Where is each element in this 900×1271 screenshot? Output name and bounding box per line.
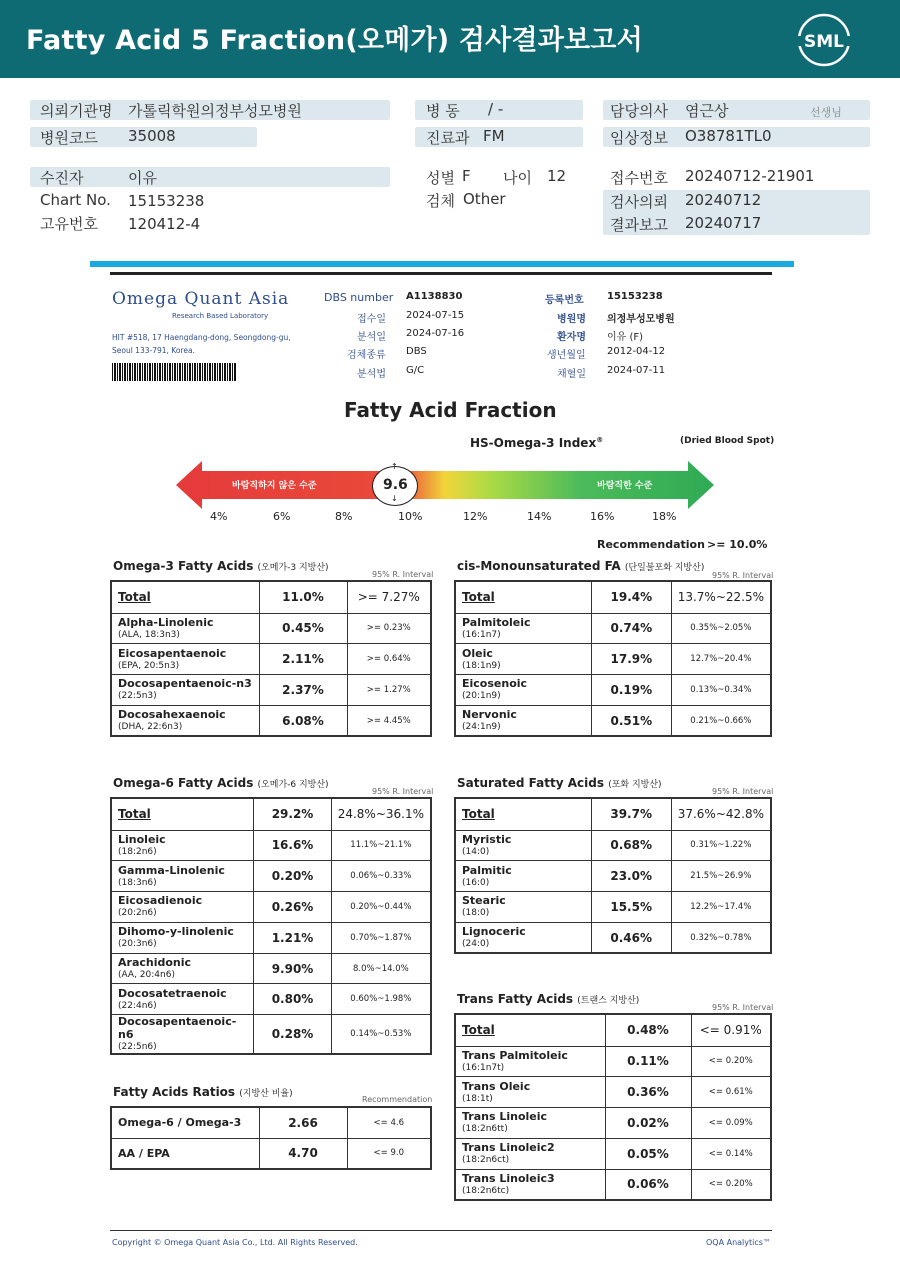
mufa-ri-label: 95% R. Interval [712, 571, 774, 580]
fa-name-cell [111, 1107, 259, 1138]
dbs-label: DBS number [324, 291, 394, 304]
fa-sub: (16:0) [462, 877, 490, 888]
reg-no-value: 15153238 [607, 291, 663, 302]
fa-range: >= 0.64% [347, 644, 431, 675]
fa-value: 39.7% [591, 798, 671, 830]
fa-value: 0.26% [254, 892, 331, 923]
chart-no-label: Chart No. [40, 191, 111, 209]
omega6-heading: Omega-6 Fatty Acids (오메가-6 지방산) [113, 776, 329, 790]
index-subtitle: HS-Omega-3 Index® [470, 436, 604, 450]
fa-sub: (20:3n6) [118, 939, 157, 950]
lab-receipt-value: 2024-07-15 [406, 310, 465, 321]
clinical-info-label: 임상정보 [610, 129, 668, 147]
hospital-name-label: 병원명 [557, 314, 586, 325]
gauge-tick-label: 18% [652, 510, 677, 523]
patient-name-label: 환자명 [557, 332, 586, 343]
sex-label: 성별 [426, 169, 455, 187]
fa-value: 0.48% [605, 1014, 691, 1046]
sex-value: F [462, 167, 471, 185]
report-title: Fatty Acid 5 Fraction(오메가) 검사결과보고서 [26, 25, 643, 56]
fa-name-cell [111, 861, 254, 892]
fa-name-cell [111, 705, 259, 736]
fa-name: Linoleic [118, 832, 166, 846]
fa-range: <= 0.20% [691, 1046, 771, 1077]
fa-range: <= 9.0 [347, 1138, 431, 1169]
fa-value: 4.70 [259, 1138, 347, 1169]
trans-heading: Trans Fatty Acids (트랜스 지방산) [457, 992, 640, 1006]
fa-range: 0.31%~1.22% [671, 830, 771, 861]
table-row [455, 830, 771, 861]
fa-name-cell [111, 892, 254, 923]
fa-sub: (24:1n9) [462, 722, 501, 733]
gauge-tick-label: 4% [210, 510, 228, 523]
fa-range: 0.32%~0.78% [671, 922, 771, 953]
fa-name-cell [455, 1169, 605, 1200]
omega3-ri-label: 95% R. Interval [372, 570, 434, 579]
footer-brand: OQA Analytics™ [706, 1238, 771, 1247]
dob-label: 생년월일 [547, 350, 586, 361]
receipt-no-value: 20240712-21901 [685, 167, 815, 185]
patient-value: 이유 [128, 169, 157, 187]
fa-range: <= 0.09% [691, 1108, 771, 1139]
reg-no-label: 등록번호 [545, 295, 584, 306]
total-label: Total [462, 590, 495, 605]
lab-tagline: Research Based Laboratory [172, 312, 269, 320]
fa-name: Palmitoleic [462, 615, 531, 629]
fa-name-cell [111, 922, 254, 953]
fa-range: 0.14%~0.53% [331, 1015, 431, 1055]
fa-sub: (18:1n9) [462, 660, 501, 671]
table-row [455, 613, 771, 644]
ward-value: / - [488, 100, 504, 118]
request-date-label: 검사의뢰 [610, 193, 668, 211]
fa-value: 0.11% [605, 1046, 691, 1077]
table-row [455, 1077, 771, 1108]
method-label: 분석법 [357, 369, 386, 380]
fa-name: Eicosenoic [462, 677, 528, 691]
gauge-tick-label: 8% [335, 510, 353, 523]
total-row [111, 798, 431, 830]
marker-up-icon: ↑ [391, 462, 398, 471]
fa-sub: (14:0) [462, 846, 490, 857]
recommendation-label: Recommendation [597, 538, 705, 551]
fa-name-cell [455, 830, 591, 861]
fa-range: 21.5%~26.9% [671, 861, 771, 892]
fa-name: AA / EPA [118, 1146, 170, 1160]
fa-sub: (22:5n3) [118, 691, 157, 702]
fa-name: Omega-6 / Omega-3 [118, 1116, 242, 1130]
fa-name-cell [111, 953, 254, 984]
fa-value: 0.02% [605, 1108, 691, 1139]
fa-name-cell [455, 892, 591, 923]
fa-name: Oleic [462, 646, 493, 660]
lab-receipt-label: 접수일 [357, 314, 386, 325]
fa-name: Nervonic [462, 708, 517, 722]
fa-value: 0.19% [591, 675, 671, 706]
patient-row [30, 167, 390, 187]
table-row [455, 1169, 771, 1200]
gauge-tick-label: 10% [398, 510, 423, 523]
fa-sub: (20:1n9) [462, 691, 501, 702]
fa-name-cell [111, 984, 254, 1015]
fa-range: <= 0.20% [691, 1169, 771, 1200]
table-row [455, 705, 771, 736]
trans-table [454, 1013, 772, 1201]
fa-name-cell [111, 581, 259, 613]
table-row [111, 1107, 431, 1138]
mufa-table [454, 580, 772, 737]
lab-address-2: Seoul 133-791, Korea. [112, 346, 195, 355]
fa-value: 17.9% [591, 644, 671, 675]
total-label: Total [462, 1023, 495, 1038]
fa-name: Palmitic [462, 863, 512, 877]
method-value: G/C [406, 365, 425, 376]
fa-sub: (18:1t) [462, 1093, 493, 1104]
table-row [455, 922, 771, 953]
fa-value: 0.06% [605, 1169, 691, 1200]
institution-value: 가톨릭학원의정부성모병원 [128, 102, 302, 120]
sfa-ri-label: 95% R. Interval [712, 787, 774, 796]
fa-value: 16.6% [254, 830, 331, 861]
mufa-heading: cis-Monounsaturated FA (단일불포화 지방산) [457, 559, 705, 573]
analysis-date-label: 분석일 [357, 332, 386, 343]
sfa-table [454, 797, 772, 954]
fa-value: 0.51% [591, 705, 671, 736]
fa-name-cell [455, 1077, 605, 1108]
report-date-label: 결과보고 [610, 216, 668, 234]
fa-sub: (24:0) [462, 939, 490, 950]
fa-sub: (AA, 20:4n6) [118, 970, 175, 981]
doctor-suffix: 선생님 [810, 106, 842, 119]
sfa-heading: Saturated Fatty Acids (포화 지방산) [457, 776, 662, 790]
hospital-name-value: 의정부성모병원 [607, 314, 675, 325]
omega6-table [110, 797, 432, 1055]
fa-range: <= 0.61% [691, 1077, 771, 1108]
fa-name: Trans Oleic [462, 1079, 531, 1093]
patient-label: 수진자 [40, 169, 84, 187]
fa-value: 29.2% [254, 798, 331, 830]
fa-range: 0.20%~0.44% [331, 892, 431, 923]
fa-range: 12.7%~20.4% [671, 644, 771, 675]
fa-name-cell [455, 675, 591, 706]
fa-range: >= 7.27% [347, 581, 431, 613]
fa-name-cell [111, 644, 259, 675]
fraction-title: Fatty Acid Fraction [344, 398, 557, 422]
unique-no-label: 고유번호 [40, 215, 98, 233]
fa-value: 0.74% [591, 613, 671, 644]
table-row [111, 613, 431, 644]
fa-value: 2.37% [259, 675, 347, 706]
total-row [455, 1014, 771, 1046]
fa-range: <= 0.14% [691, 1138, 771, 1169]
fa-value: 0.05% [605, 1138, 691, 1169]
table-row [111, 1015, 431, 1055]
table-row [455, 1108, 771, 1139]
fa-name-cell [111, 613, 259, 644]
fa-sub: (18:0) [462, 908, 490, 919]
fa-value: 1.21% [254, 922, 331, 953]
omega6-ri-label: 95% R. Interval [372, 787, 434, 796]
institution-label: 의뢰기관명 [40, 102, 113, 120]
fa-value: 9.90% [254, 953, 331, 984]
fa-sub: (16:1n7) [462, 629, 501, 640]
fa-value: 6.08% [259, 705, 347, 736]
dept-value: FM [483, 127, 505, 145]
gauge-tick-label: 6% [273, 510, 291, 523]
recommendation-value: >= 10.0% [707, 538, 768, 551]
footer-rule [110, 1230, 772, 1231]
table-row [455, 861, 771, 892]
fa-sub: (DHA, 22:6n3) [118, 722, 183, 733]
table-row [455, 892, 771, 923]
omega3-heading: Omega-3 Fatty Acids (오메가-3 지방산) [113, 559, 329, 573]
fa-sub: (ALA, 18:3n3) [118, 629, 180, 640]
fa-range: 24.8%~36.1% [331, 798, 431, 830]
fa-name-cell [455, 922, 591, 953]
fa-range: 13.7%~22.5% [671, 581, 771, 613]
hospital-code-value: 35008 [128, 127, 176, 145]
fa-name-cell [111, 1138, 259, 1169]
fa-name: Dihomo-y-linolenic [118, 925, 234, 939]
fa-name: Alpha-Linolenic [118, 615, 214, 629]
sml-logo-icon [796, 12, 852, 68]
dob-value: 2012-04-12 [607, 346, 666, 357]
doctor-value: 염근상 [685, 102, 729, 120]
ratios-ri-label: Recommendation [362, 1095, 433, 1104]
ward-label: 병 동 [426, 102, 460, 120]
table-row [111, 922, 431, 953]
fa-value: 11.0% [259, 581, 347, 613]
specimen-type-label: 검체종류 [347, 350, 386, 361]
divider-rule [110, 272, 772, 275]
fa-name: Trans Linoleic [462, 1110, 548, 1124]
total-row [455, 798, 771, 830]
fa-sub: (22:5n6) [118, 1042, 157, 1053]
fa-range: >= 0.23% [347, 613, 431, 644]
fa-sub: (22:4n6) [118, 1000, 157, 1011]
fa-name: Gamma-Linolenic [118, 863, 225, 877]
analysis-date-value: 2024-07-16 [406, 328, 465, 339]
ratios-table [110, 1106, 432, 1170]
fa-name-cell [455, 798, 591, 830]
total-row [455, 581, 771, 613]
table-row [111, 1138, 431, 1169]
fa-value: 15.5% [591, 892, 671, 923]
total-row [111, 581, 431, 613]
fa-range: >= 4.45% [347, 705, 431, 736]
fa-name-cell [455, 644, 591, 675]
fa-range: 12.2%~17.4% [671, 892, 771, 923]
age-value: 12 [547, 167, 567, 185]
fa-sub: (18:2n6ct) [462, 1155, 510, 1166]
patient-name-value: 이유 (F) [607, 332, 644, 343]
divider-accent [90, 261, 794, 267]
fa-range: 37.6%~42.8% [671, 798, 771, 830]
fa-name-cell [111, 675, 259, 706]
table-row [455, 1138, 771, 1169]
table-row [111, 984, 431, 1015]
lab-address-1: HIT #518, 17 Haengdang-dong, Seongdong-gu, [112, 333, 291, 342]
unique-no-value: 120412-4 [128, 215, 201, 233]
svg-text:SML: SML [804, 32, 844, 52]
fa-sub: (18:2n6tc) [462, 1185, 510, 1196]
marker-down-icon: ↓ [391, 494, 398, 503]
gauge-tick-label: 16% [590, 510, 615, 523]
trans-ri-label: 95% R. Interval [712, 1003, 774, 1012]
fa-name: Docosatetraenoic [118, 986, 227, 1000]
fa-name-cell [111, 798, 254, 830]
gauge-left-label: 바람직하지 않은 수준 [232, 481, 317, 491]
fa-name: Lignoceric [462, 925, 526, 939]
total-label: Total [118, 807, 151, 822]
fa-range: <= 0.91% [691, 1014, 771, 1046]
gauge-right-label: 바람직한 수준 [597, 481, 653, 491]
fa-name: Arachidonic [118, 956, 192, 970]
table-row [111, 830, 431, 861]
table-row [111, 861, 431, 892]
fa-name: Myristic [462, 832, 512, 846]
fa-name-cell [455, 1108, 605, 1139]
receipt-no-label: 접수번호 [610, 169, 668, 187]
fa-sub: (16:1n7t) [462, 1062, 505, 1073]
fa-value: 0.80% [254, 984, 331, 1015]
fa-range: >= 1.27% [347, 675, 431, 706]
fa-name: Eicosapentaenoic [118, 646, 227, 660]
table-row [111, 644, 431, 675]
index-note: (Dried Blood Spot) [680, 436, 775, 446]
fa-name: Trans Linoleic2 [462, 1141, 555, 1155]
dbs-value: A1138830 [406, 291, 463, 302]
request-date-value: 20240712 [685, 191, 762, 209]
fa-name: Trans Linoleic3 [462, 1171, 555, 1185]
fa-name-cell [111, 1015, 254, 1055]
fa-range: 0.13%~0.34% [671, 675, 771, 706]
fa-name: Docosapentaenoic-n3 [118, 677, 252, 691]
specimen-label: 검체 [426, 192, 455, 210]
total-label: Total [462, 807, 495, 822]
fa-value: 0.20% [254, 861, 331, 892]
draw-date-value: 2024-07-11 [607, 365, 666, 376]
fa-value: 0.28% [254, 1015, 331, 1055]
fa-name-cell [455, 581, 591, 613]
report-date-value: 20240717 [685, 214, 762, 232]
specimen-type-value: DBS [406, 346, 427, 357]
fa-name-cell [455, 613, 591, 644]
fa-name: Docosahexaenoic [118, 708, 226, 722]
fa-value: 19.4% [591, 581, 671, 613]
table-row [111, 675, 431, 706]
chart-no-value: 15153238 [128, 192, 205, 210]
dept-label: 진료과 [426, 129, 470, 147]
hospital-code-label: 병원코드 [40, 129, 98, 147]
fa-name-cell [111, 830, 254, 861]
fa-name: Docosapentaenoic-n6 [118, 1015, 237, 1042]
fa-value: 2.66 [259, 1107, 347, 1138]
fa-value: 2.11% [259, 644, 347, 675]
table-row [455, 644, 771, 675]
table-row [111, 953, 431, 984]
fa-name-cell [455, 1014, 605, 1046]
clinical-info-value: O38781TL0 [685, 127, 772, 145]
age-label: 나이 [503, 169, 532, 187]
fa-name-cell [455, 1046, 605, 1077]
table-row [111, 705, 431, 736]
draw-date-label: 채혈일 [557, 369, 586, 380]
index-value: 9.6 [383, 477, 408, 493]
fa-sub: (18:2n6) [118, 846, 157, 857]
barcode [112, 363, 237, 381]
fa-name: Stearic [462, 894, 506, 908]
copyright: Copyright © Omega Quant Asia Co., Ltd. All Rights Reserved. [112, 1238, 358, 1247]
gauge-tick-label: 14% [527, 510, 552, 523]
fa-value: 0.46% [591, 922, 671, 953]
fa-sub: (18:3n6) [118, 877, 157, 888]
fa-range: 11.1%~21.1% [331, 830, 431, 861]
table-row [111, 892, 431, 923]
fa-sub: (18:2n6tt) [462, 1124, 508, 1135]
fa-range: 0.70%~1.87% [331, 922, 431, 953]
fa-name-cell [455, 1138, 605, 1169]
fa-value: 0.68% [591, 830, 671, 861]
fa-name-cell [455, 705, 591, 736]
fa-name: Eicosadienoic [118, 894, 203, 908]
gauge-tick-label: 12% [463, 510, 488, 523]
fa-name: Trans Palmitoleic [462, 1048, 568, 1062]
fa-sub: (EPA, 20:5n3) [118, 660, 180, 671]
fa-value: 0.45% [259, 613, 347, 644]
fa-value: 23.0% [591, 861, 671, 892]
fa-range: <= 4.6 [347, 1107, 431, 1138]
table-row [455, 1046, 771, 1077]
fa-range: 0.21%~0.66% [671, 705, 771, 736]
report-header [0, 0, 900, 78]
table-row [455, 675, 771, 706]
fa-sub: (20:2n6) [118, 908, 157, 919]
lab-name: Omega Quant Asia [112, 289, 290, 309]
specimen-value: Other [463, 190, 506, 208]
ratios-heading: Fatty Acids Ratios (지방산 비율) [113, 1085, 293, 1099]
omega3-table [110, 580, 432, 737]
fa-value: 0.36% [605, 1077, 691, 1108]
total-label: Total [118, 590, 151, 605]
fa-range: 0.60%~1.98% [331, 984, 431, 1015]
fa-range: 8.0%~14.0% [331, 953, 431, 984]
fa-range: 0.06%~0.33% [331, 861, 431, 892]
fa-range: 0.35%~2.05% [671, 613, 771, 644]
doctor-label: 담당의사 [610, 102, 668, 120]
fa-name-cell [455, 861, 591, 892]
